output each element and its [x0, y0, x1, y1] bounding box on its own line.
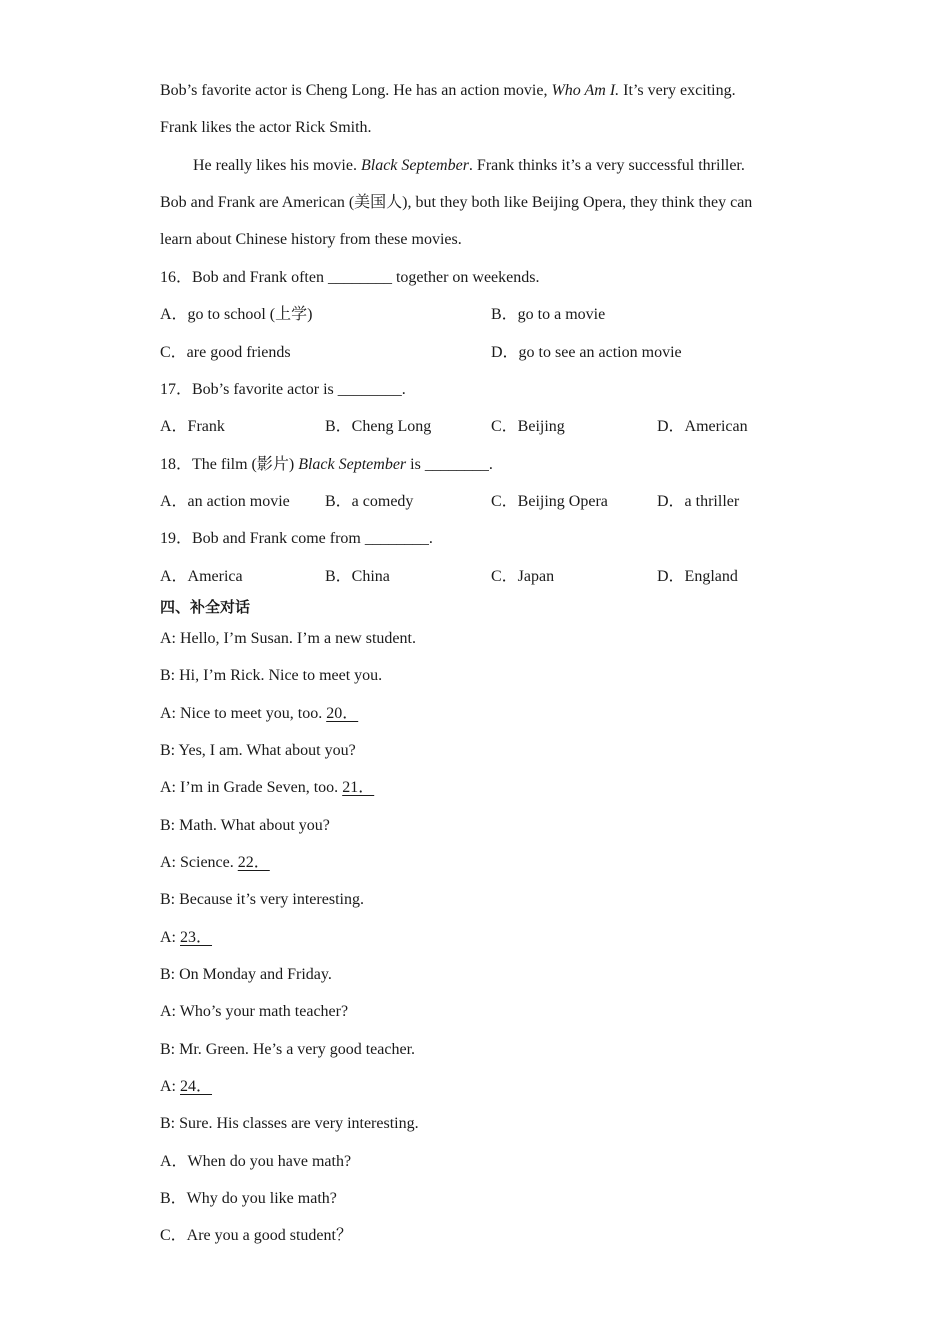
dialogue-line: B: Sure. His classes are very interesting.: [160, 1115, 419, 1132]
dialogue-line: [160, 704, 364, 724]
dialogue-text: A:: [160, 1078, 180, 1095]
question-19-option-b: B．China: [325, 568, 390, 585]
question-17-stem: 17．Bob’s favorite actor is ________.: [160, 381, 406, 398]
question-17-option-d: D．American: [657, 418, 748, 435]
passage-line-5: learn about Chinese history from these movies.: [160, 231, 462, 248]
dialogue-line: [160, 928, 218, 948]
movie-title: Black September: [360, 157, 469, 174]
question-19-stem: 19．Bob and Frank come from ________.: [160, 530, 433, 547]
dialogue-line: [160, 853, 276, 873]
answer-blank-23: 23．: [180, 929, 213, 946]
passage-text: It’s very exciting.: [619, 82, 736, 99]
question-text: is ________.: [406, 456, 493, 473]
question-19-option-a: A．America: [160, 568, 243, 585]
question-17-option-a: A．Frank: [160, 418, 225, 435]
question-18-stem: [160, 455, 493, 475]
question-16-stem: 16．Bob and Frank often ________ together on weekends.: [160, 269, 540, 286]
passage-text: He really likes his movie.: [193, 157, 361, 174]
question-18-option-d: D．a thriller: [657, 493, 740, 510]
dialogue-text: A: I’m in Grade Seven, too.: [160, 779, 343, 796]
question-16-option-d: D．go to see an action movie: [491, 344, 682, 361]
dialogue-line: B: Hi, I’m Rick. Nice to meet you.: [160, 667, 383, 684]
question-18-option-c: C．Beijing Opera: [491, 493, 608, 510]
section-heading: 四、补全对话: [160, 598, 251, 616]
question-19-option-c: C．Japan: [491, 568, 555, 585]
passage-text: Bob’s favorite actor is Cheng Long. He has an action movie,: [160, 82, 552, 99]
passage-line-3: [193, 156, 745, 176]
passage-line-4: Bob and Frank are American (美国人), but they both like Beijing Opera, they think they can: [160, 194, 753, 211]
question-16-option-a: A．go to school (上学): [160, 306, 313, 323]
answer-blank-21: 21．: [342, 779, 375, 796]
dialogue-text: A: Science.: [160, 854, 238, 871]
question-18-option-a: A．an action movie: [160, 493, 290, 510]
dialogue-line: [160, 1077, 218, 1097]
dialogue-line: B: Because it’s very interesting.: [160, 891, 364, 908]
question-18-option-b: B．a comedy: [325, 493, 414, 510]
dialogue-text: A: Nice to meet you, too.: [160, 705, 327, 722]
dialogue-line: B: Math. What about you?: [160, 817, 330, 834]
passage-line-2: Frank likes the actor Rick Smith.: [160, 119, 372, 136]
choice-b: B．Why do you like math?: [160, 1190, 337, 1207]
passage-line-1: [160, 81, 736, 101]
movie-title: Who Am I.: [551, 82, 620, 99]
answer-blank-24: 24．: [180, 1078, 213, 1095]
dialogue-line: B: On Monday and Friday.: [160, 966, 332, 983]
choice-c: C．Are you a good student？: [160, 1227, 352, 1244]
question-text: 18．The film (影片): [160, 456, 299, 473]
dialogue-line: A: Who’s your math teacher?: [160, 1003, 349, 1020]
dialogue-text: A:: [160, 929, 180, 946]
dialogue-line: B: Yes, I am. What about you?: [160, 742, 356, 759]
question-17-option-b: B．Cheng Long: [325, 418, 432, 435]
passage-text: . Frank thinks it’s a very successful thriller.: [468, 157, 745, 174]
answer-blank-20: 20．: [326, 705, 359, 722]
question-17-option-c: C．Beijing: [491, 418, 565, 435]
question-19-option-d: D．England: [657, 568, 738, 585]
dialogue-line: [160, 778, 380, 798]
question-16-option-c: C．are good friends: [160, 344, 291, 361]
dialogue-line: A: Hello, I’m Susan. I’m a new student.: [160, 630, 416, 647]
choice-a: A．When do you have math?: [160, 1153, 352, 1170]
answer-blank-22: 22．: [237, 854, 270, 871]
dialogue-line: B: Mr. Green. He’s a very good teacher.: [160, 1041, 416, 1058]
question-16-option-b: B．go to a movie: [491, 306, 606, 323]
movie-title: Black September: [298, 456, 407, 473]
